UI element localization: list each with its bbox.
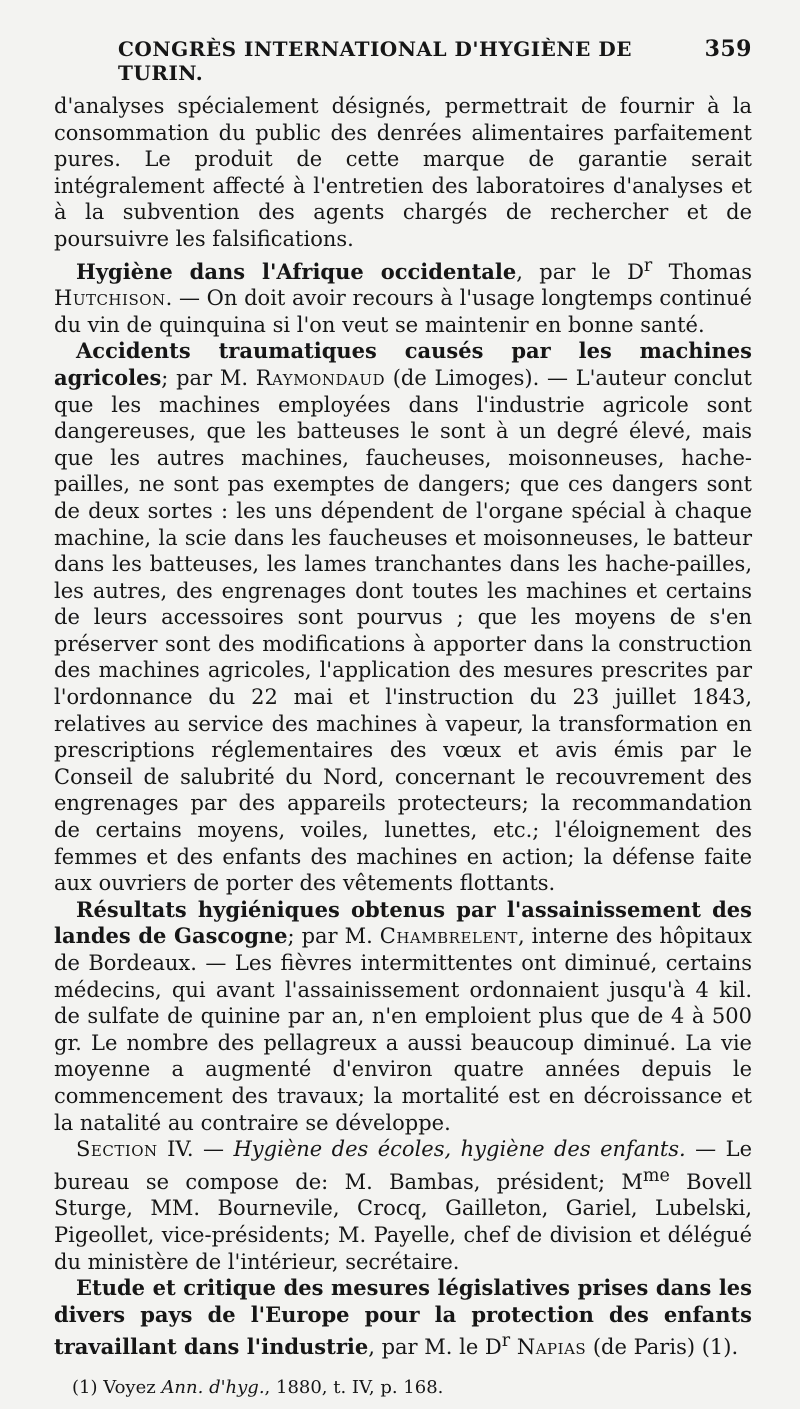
- footnote: [54, 1375, 752, 1401]
- text-run: . — On doit avoir recours à l'usage longtemps continué du vin de quinquina si l'on veut se maintenir en bonne santé.: [54, 286, 752, 337]
- text-run: Section: [76, 1137, 158, 1162]
- text-run: Thomas: [652, 259, 753, 284]
- text-run: Bovell Sturge, MM. Bournevile, Crocq, Gailleton, Gariel, Lubelski, Pigeollet, vice-présidents; M. Payelle, chef de division et délégué du ministère de l'intérieur, secrétaire.: [54, 1169, 752, 1274]
- text-run: (1) Voyez: [72, 1376, 162, 1398]
- text-run: — Le bureau se compose de: M. Bambas, président; M: [54, 1137, 752, 1194]
- text-run: , 1880, t. IV, p. 168.: [264, 1376, 444, 1398]
- heading-run: Résultats hygiéniques obtenus par l'assainissement des landes de Gascogne: [54, 896, 752, 949]
- text-run: Raymondaud: [255, 365, 385, 390]
- heading-run: Etude et critique des mesures législatives prises dans les divers pays de l'Europe pour la protection des enfants travaillant dans l'industrie: [54, 1275, 752, 1360]
- text-run: Chambrelent: [379, 924, 518, 949]
- text-run: IV. —: [157, 1137, 234, 1162]
- text-run: Ann. d'hyg.: [161, 1376, 265, 1398]
- text-run: (de Paris) (1).: [586, 1335, 739, 1360]
- body-text: [54, 93, 752, 1361]
- paragraph: [54, 1275, 752, 1361]
- text-run: me: [642, 1165, 670, 1186]
- text-run: , par M. le D: [368, 1335, 502, 1360]
- running-title: CONGRÈS INTERNATIONAL D'HYGIÈNE DE TURIN.: [118, 37, 632, 85]
- running-header: [118, 36, 752, 85]
- paragraph: [54, 253, 752, 339]
- text-run: [510, 1335, 517, 1359]
- text-run: (de Limoges). — L'auteur conclut que les machines employées dans l'industrie agricole sont dangereuses, que les batteuses le sont à un degré élevé, mais que les autres machines, faucheuses, moisonneuses, hache-pailles, ne sont pas exemptes de dangers; que ces dangers sont de deux sortes : les uns dépendent de l'organe spécial à chaque machine, la scie dans les faucheuses et moisonneuses, le batteur dans les batteuses, les lames tranchantes dans les hache-pailles, les autres, des engrenages dont toutes les machines et certains de leurs accessoires sont pourvus ; que les moyens de s'en préserver sont des modifications à apporter dans la construction des machines agricoles, l'application des mesures prescrites par l'ordonnance du 22 mai et l'instruction du 23 juillet 1843, relatives au service des machines à vapeur, la transformation en prescriptions réglementaires des vœux et avis émis par le Conseil de salubrité du Nord, concernant le recouvrement des engrenages par des appareils protecteurs; la recommandation de certains moyens, voiles, lunettes, etc.; l'éloignement des femmes et des enfants des machines en action; la défense faite aux ouvriers de porter des vêtements flottants.: [54, 365, 753, 896]
- text-run: , interne des hôpitaux de Bordeaux. — Les fièvres intermittentes ont diminué, certains médecins, qui avant l'assainissement ordonnaient jusqu'à 4 kil. de sulfate de quinine par an, n'en emploient plus que de 4 à 500 gr. Le nombre des pellagreux a aussi beaucoup diminué. La vie moyenne a augmenté d'environ quatre années depuis le commencement des travaux; la mortalité est en décroissance et la natalité au contraire se développe.: [54, 924, 753, 1135]
- text-run: d'analyses spécialement désignés, permettrait de fournir à la consommation du public des denrées alimentaires parfaitement pures. Le produit de cette marque de garantie serait intégralement affecté à l'entretien des laboratoires d'analyses et à la subvention des agents chargés de rechercher et de poursuivre les falsifications.: [54, 94, 752, 251]
- text-run: r: [643, 255, 653, 276]
- text-run: Hygiène des écoles, hygiène des enfants.: [233, 1137, 686, 1162]
- text-run: Hutchison: [54, 286, 166, 311]
- paragraph: [54, 338, 752, 896]
- heading-run: Hygiène dans l'Afrique occidentale: [76, 258, 517, 284]
- paragraph: [54, 93, 752, 253]
- paragraph: [54, 1136, 752, 1275]
- page-number: 359: [704, 36, 752, 62]
- text-run: , par le D: [516, 259, 644, 284]
- heading-run: Accidents traumatiques causés par les machines agricoles: [54, 338, 752, 390]
- text-run: Napias: [516, 1335, 587, 1360]
- paragraph: [54, 897, 752, 1136]
- text-run: r: [501, 1331, 511, 1352]
- text-run: ; par M.: [287, 924, 380, 949]
- text-run: ; par M.: [161, 365, 256, 390]
